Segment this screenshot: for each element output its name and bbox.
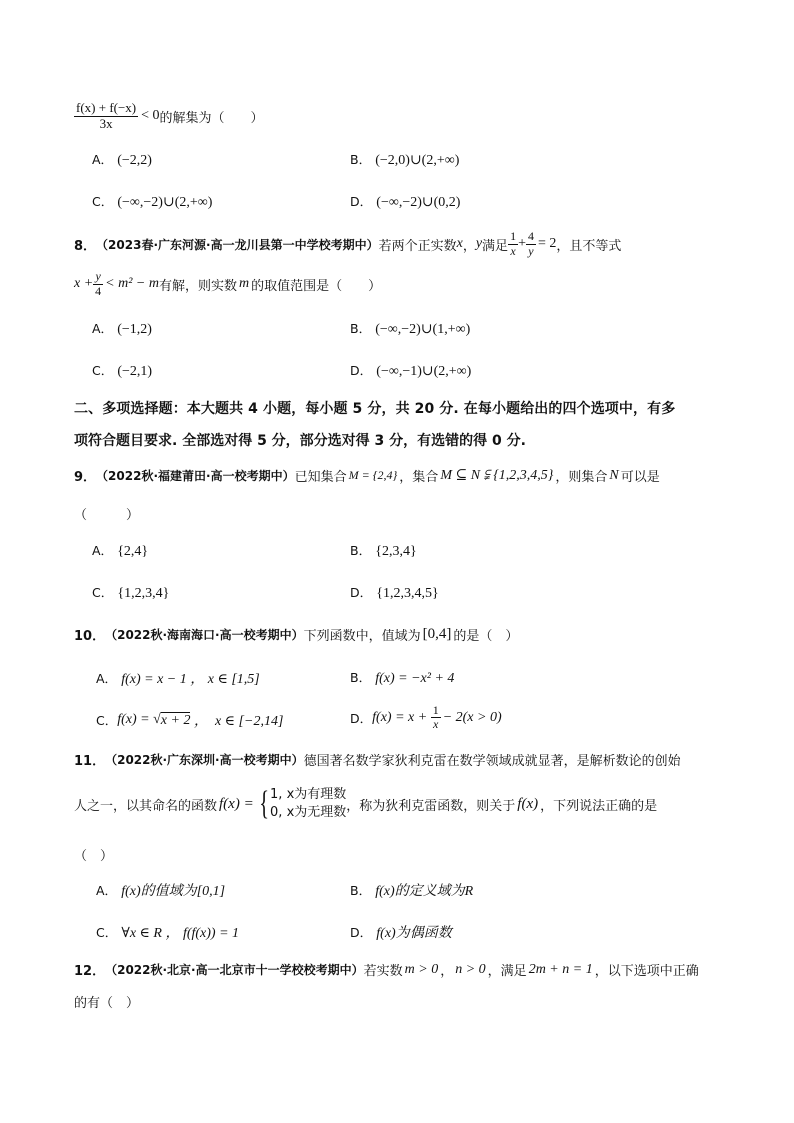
q10-source: （2022秋·海南海口·高一校考期中） xyxy=(105,628,304,642)
q11-line1: 11． （2022秋·广东深圳·高一校考期中） 德国著名数学家狄利克雷在数学领域成就显著，是解析数论的创始 xyxy=(74,750,681,769)
q12-number: 12． xyxy=(74,964,106,979)
q7-fraction-den: 3x xyxy=(99,115,113,131)
q12-source: （2022秋·北京·高一北京市十一学校校考期中） xyxy=(105,963,364,977)
q11-option-a: A． f(x)的值域为[0,1] xyxy=(96,883,226,899)
q8-source: （2023春·广东河源·高一龙川县第一中学校考期中） xyxy=(96,237,379,252)
q8-option-a: A． (−1,2) xyxy=(92,321,152,337)
sqrt-symbol: √ xyxy=(153,712,161,727)
q7-option-d: D． (−∞,−2)∪(0,2) xyxy=(350,194,461,210)
section-2-heading-line2: 项符合题目要求. 全部选对得 5 分，部分选对得 3 分，有选错的得 0 分. xyxy=(74,433,526,449)
q10-option-d: D． f(x) = x + $\frac{1}{x}$ − 2(x > 0) xyxy=(350,703,502,732)
q8-option-c: C． (−2,1) xyxy=(92,363,153,379)
q10-option-b: B． f(x) = −x² + 4 xyxy=(350,670,455,686)
q7-lead-rest: < 0 xyxy=(141,108,160,123)
q9-answer-paren: （ ） xyxy=(74,508,140,523)
q11-option-b: B． f(x)的定义域为R xyxy=(350,883,474,899)
q9-option-b: B． {2,3,4} xyxy=(350,543,417,559)
q8-frac-3: $\frac{y}{4}$ xyxy=(95,269,102,298)
q11-number: 11． xyxy=(74,754,106,769)
q8-option-b: B． (−∞,−2)∪(1,+∞) xyxy=(350,321,471,337)
piecewise-cases: 1, x为有理数 0, x为无理数 xyxy=(270,787,347,820)
q8-frac-2: $\frac{4}{y}$ xyxy=(527,229,534,258)
q10-option-c: C． f(x) = √ x + 2 ， x ∈ [−2,14] xyxy=(96,712,284,729)
q9-option-c: C． {1,2,3,4} xyxy=(92,585,170,601)
q7-option-b: B． (−2,0)∪(2,+∞) xyxy=(350,152,460,168)
piecewise-brace: { xyxy=(258,785,269,822)
q9-number: 9． xyxy=(74,470,97,485)
q10-option-a: A． f(x) = x − 1 ， x ∈ [1,5] xyxy=(96,671,260,687)
section-2-heading-line1: 二、多项选择题：本大题共 4 小题，每小题 5 分，共 20 分. 在每小题给出的四个选项中，有多 xyxy=(74,401,676,417)
q7-lead-text: 的解集为（ ） xyxy=(159,110,264,126)
q11-option-d: D． f(x)为偶函数 xyxy=(350,925,452,941)
q9-line1: 9． （2022秋·福建莆田·高一校考期中） 已知集合 M = {2,4} ，集合 M ⊆ N ⫋ {1,2,3,4,5} ，则集合 N 可以是 xyxy=(74,467,660,485)
q8-line1: 8． （2023春·广东河源·高一龙川县第一中学校考期中） 若两个正实数 x ， y 满足 $\frac{1}{x}$ + $\frac{4}{y}$ = 2 ，且不等式 xyxy=(74,229,622,258)
q7-fraction-num: f(x) + f(−x) xyxy=(76,100,137,116)
q12-line2: 的有（ ） xyxy=(74,996,140,1011)
q7-fraction xyxy=(74,101,138,131)
q11-answer-paren: （ ） xyxy=(74,849,114,864)
q7-option-a: A． (−2,2) xyxy=(92,152,152,168)
q12-line1: 12． （2022秋·北京·高一北京市十一学校校考期中） 若实数 m > 0 ， n > 0 ，满足 2m + n = 1 ，以下选项中正确 xyxy=(74,961,699,979)
q7-lead xyxy=(74,96,264,136)
q8-option-d: D． (−∞,−1)∪(2,+∞) xyxy=(350,363,472,379)
q8-frac-1: $\frac{1}{x}$ xyxy=(510,229,517,258)
q10-d-fraction: $\frac{1}{x}$ xyxy=(432,703,439,732)
q9-option-a: A． {2,4} xyxy=(92,543,149,559)
q9-option-d: D． {1,2,3,4,5} xyxy=(350,585,439,601)
q9-source: （2022秋·福建莆田·高一校考期中） xyxy=(96,469,295,483)
q11-option-c: C． ∀x ∈ R ， f(f(x)) = 1 xyxy=(96,925,240,941)
q7-option-c: C． (−∞,−2)∪(2,+∞) xyxy=(92,194,213,210)
q10-line1: 10． （2022秋·海南海口·高一校考期中） 下列函数中，值域为 [0,4] 的是（ ） xyxy=(74,626,519,644)
q10-number: 10． xyxy=(74,629,106,644)
q8-number: 8． xyxy=(74,238,97,254)
q11-source: （2022秋·广东深圳·高一校考期中） xyxy=(105,753,304,767)
q8-line2: x + $\frac{y}{4}$ < m² − m 有解，则实数 m 的取值范围是（ ） xyxy=(74,269,382,298)
q11-line2: 人之一，以其命名的函数 f(x) = { 1, x为有理数 0, x为无理数 ，称为狄利克雷函数，则关于 f(x) ，下列说法正确的是 xyxy=(74,785,658,822)
